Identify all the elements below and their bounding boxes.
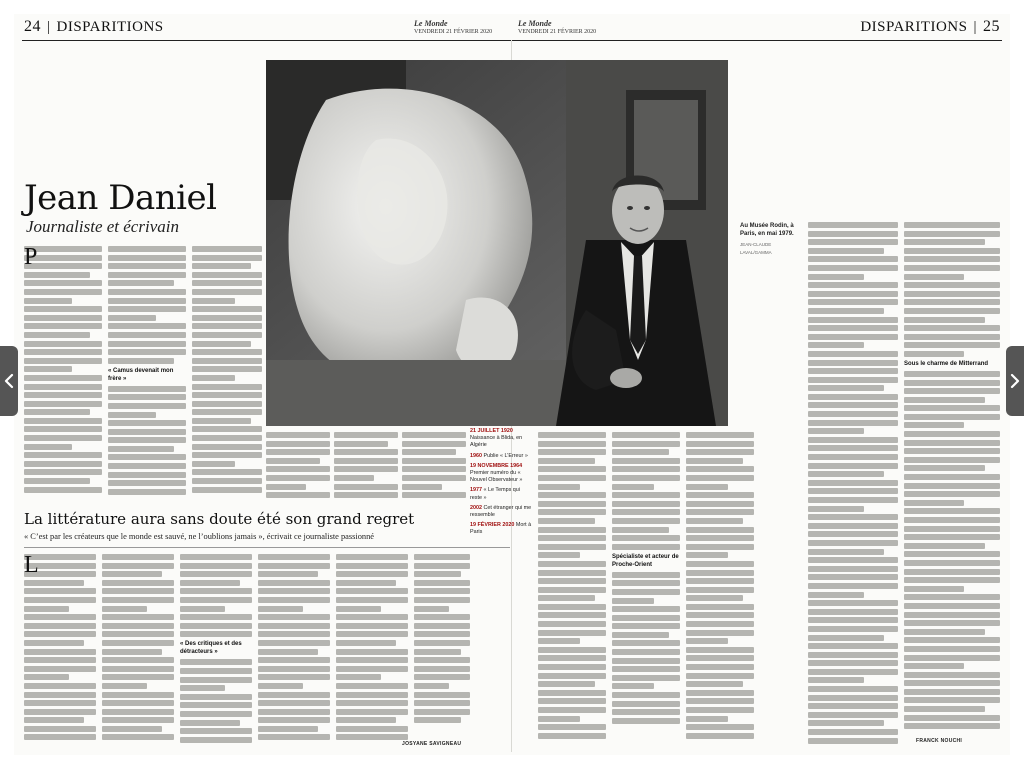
- lower-column-2: [102, 554, 174, 750]
- text-column-1: [24, 246, 102, 504]
- next-page-button[interactable]: [1006, 346, 1024, 416]
- text-column-4: [266, 432, 330, 504]
- text-column-10: [808, 222, 898, 748]
- right-page-number: 25: [983, 18, 1000, 35]
- left-masthead: [414, 20, 492, 36]
- text-column-2: [108, 246, 186, 504]
- left-page-number: 24: [24, 18, 41, 35]
- header-rule: [22, 40, 1002, 41]
- secondary-deck: « C’est par les créateurs que le monde est sauvé, ne l’oublions jamais », écrivait ce journaliste passionné: [24, 532, 375, 541]
- timeline-item: 1977 « Le Temps qui reste »: [470, 487, 520, 501]
- right-section-name: DISPARITIONS: [860, 19, 968, 35]
- left-signature: JOSYANE SAVIGNEAU: [402, 741, 462, 747]
- portrait-photo-art: [266, 60, 728, 426]
- right-masthead-date: VENDREDI 21 FÉVRIER 2020: [518, 29, 597, 35]
- left-section-name: DISPARITIONS: [56, 19, 164, 35]
- lower-column-3: [180, 554, 252, 750]
- photo-credit: JEAN-CLAUDE LAVAL/GAMMA: [740, 242, 772, 255]
- previous-page-button[interactable]: [0, 346, 18, 416]
- photo-caption-text: Au Musée Rodin, à Paris, en mai 1979.: [740, 223, 794, 237]
- timeline-item: 2002 Cet étranger qui me ressemble: [470, 504, 532, 519]
- article-title: Jean Daniel: [24, 178, 217, 218]
- right-masthead-name: Le Monde: [518, 19, 552, 28]
- lower-column-4: [258, 554, 330, 750]
- text-column-3: [192, 246, 262, 504]
- dropcap: P: [24, 246, 38, 270]
- subhead-proche-orient: Spécialiste et acteur de Proche-Orient: [612, 553, 679, 568]
- text-column-5: [334, 432, 398, 504]
- lower-column-6: [414, 554, 470, 740]
- article-subtitle: Journaliste et écrivain: [26, 217, 179, 236]
- text-column-11: [904, 222, 1000, 732]
- right-signature: FRANCK NOUCHI: [916, 738, 963, 744]
- right-folio: DISPARITIONS | 25: [860, 18, 1000, 35]
- chevron-right-icon: [1010, 373, 1020, 389]
- timeline-item: 19 FÉVRIER 2020 Mort à Paris: [470, 522, 532, 536]
- text-column-6: [402, 432, 466, 504]
- left-masthead-date: VENDREDI 21 FÉVRIER 2020: [414, 29, 493, 35]
- text-column-9: [686, 432, 754, 748]
- photo-caption: [740, 222, 802, 257]
- chevron-left-icon: [4, 373, 14, 389]
- timeline-item: 1960 Publie « L’Erreur »: [470, 452, 528, 459]
- newspaper-spread: [14, 14, 1010, 755]
- secondary-rule: [24, 547, 510, 548]
- right-masthead: [518, 20, 596, 36]
- timeline-item: 19 NOVEMBRE 1964 Premier numéro du « Nouvel Observateur »: [470, 462, 523, 484]
- lower-column-1: L: [24, 554, 96, 750]
- lower-column-5: [336, 554, 408, 750]
- subhead-camus: « Camus devenait mon frère »: [108, 367, 174, 382]
- text-column-7: [538, 432, 606, 748]
- subhead-mitterrand: Sous le charme de Mitterrand: [904, 360, 989, 367]
- left-folio: 24 | DISPARITIONS: [24, 18, 164, 35]
- timeline-item: 21 JUILLET 1920 Naissance à Blida, en Algérie: [470, 428, 523, 449]
- text-column-8: [612, 432, 680, 748]
- left-masthead-name: Le Monde: [414, 19, 448, 28]
- portrait-photo: [266, 60, 728, 426]
- subhead-critiques: « Des critiques et des détracteurs »: [180, 641, 242, 656]
- secondary-heading: La littérature aura sans doute été son grand regret: [24, 510, 415, 528]
